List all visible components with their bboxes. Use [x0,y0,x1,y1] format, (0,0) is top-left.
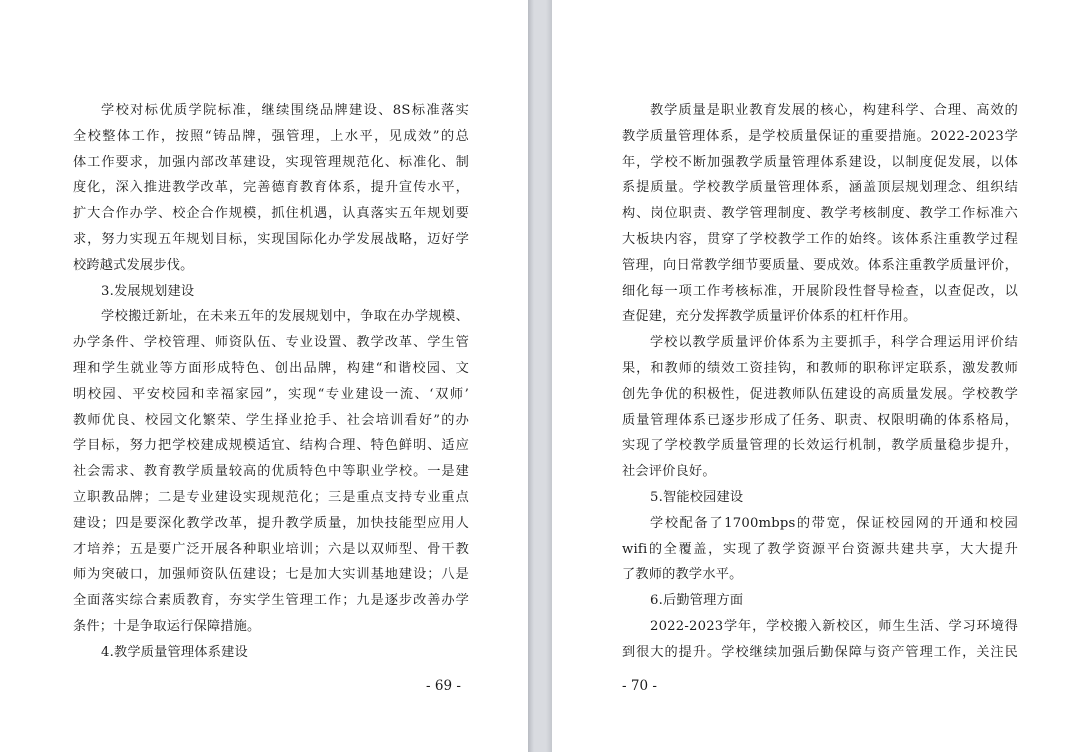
right-page-body [622,98,1018,666]
text-line: 社会需求、教育教学质量较高的优质特色中等职业学校。一是建 [73,464,469,480]
text-line: 了教师的教学水平。 [622,567,743,583]
text-line: 扩大合作办学、校企合作规模，抓住机遇，认真落实五年规划要 [73,206,469,222]
text-line: 质量管理体系已逐步形成了任务、职责、权限明确的体系格局， [622,412,1018,428]
text-line: 全校整体工作，按照“铸品牌，强管理，上水平，见成效”的总 [73,128,469,144]
text-line: 实现了学校教学质量管理的长效运行机制，教学质量稳步提升， [622,438,1018,454]
page-number: - 70 - [622,678,657,694]
text-line: 学校配备了1700mbps的带宽，保证校园网的开通和校园 [650,515,1018,531]
text-line: 社会评价良好。 [622,464,716,480]
text-line: 立职教品牌；二是专业建设实现规范化；三是重点支持专业重点 [73,489,469,505]
text-line: 2022-2023学年，学校搬入新校区，师生生活、学习环境得 [650,618,1018,634]
text-line: 明校园、平安校园和幸福家园”，实现“专业建设一流、‘双师’ [73,386,469,402]
left-page [0,0,528,752]
text-line: 构、岗位职责、教学管理制度、教学考核制度、教学工作标准六 [622,206,1018,222]
text-line: 6.后勤管理方面 [650,593,744,609]
text-line: 细化每一项工作考核标准，开展阶段性督导检查，以查促改，以 [622,283,1018,299]
text-line: wifi的全覆盖，实现了教学资源平台资源共建共享，大大提升 [622,541,1018,557]
text-line: 才培养；五是要广泛开展各种职业培训；六是以双师型、骨干教 [73,541,469,557]
text-line: 学校搬迁新址，在未来五年的发展规划中，争取在办学规模、 [101,309,469,325]
text-line: 管理，向日常教学细节要质量、要成效。体系注重教学质量评价， [622,257,1018,273]
text-line: 体工作要求，加强内部改革建设，实现管理规范化、标准化、制 [73,154,469,170]
text-line: 学校以教学质量评价体系为主要抓手，科学合理运用评价结 [650,335,1018,351]
text-line: 全面落实综合素质教育，夯实学生管理工作；九是逐步改善办学 [73,593,469,609]
text-line: 年，学校不断加强教学质量管理体系建设，以制度促发展，以体 [622,154,1018,170]
text-line: 教学质量管理体系，是学校质量保证的重要措施。2022-2023学 [622,128,1018,144]
text-line: 学目标，努力把学校建成规模适宜、结构合理、特色鲜明、适应 [73,438,469,454]
page-gutter [528,0,534,752]
text-line: 4.教学质量管理体系建设 [101,644,248,660]
text-line: 系提质量。学校教学质量管理体系，涵盖顶层规划理念、组织结 [622,180,1018,196]
text-line: 办学条件、学校管理、师资队伍、专业设置、教学改革、学生管 [73,335,469,351]
text-line: 条件；十是争取运行保障措施。 [73,618,261,634]
text-line: 求，努力实现五年规划目标，实现国际化办学发展战略，迈好学 [73,231,469,247]
text-line: 果，和教师的绩效工资挂钩，和教师的职称评定联系，激发教师 [622,360,1018,376]
text-line: 创先争优的积极性，促进教师队伍建设的高质量发展。学校教学 [622,386,1018,402]
text-line: 建设；四是要深化教学改革，提升教学质量，加快技能型应用人 [73,515,469,531]
page-number: - 69 - [426,678,461,694]
text-line: 5.智能校园建设 [650,489,744,505]
text-line: 大板块内容，贯穿了学校教学工作的始终。该体系注重教学过程 [622,231,1018,247]
text-line: 到很大的提升。学校继续加强后勤保障与资产管理工作，关注民 [622,644,1018,660]
text-line: 理和学生就业等方面形成特色、创出品牌，构建“和谐校园、文 [73,360,469,376]
text-line: 教学质量是职业教育发展的核心，构建科学、合理、高效的 [650,103,1018,118]
text-line: 教师优良、校园文化繁荣、学生择业抢手、社会培训看好”的办 [73,412,469,428]
text-line: 学校对标优质学院标准，继续围绕品牌建设、8S标准落实 [101,103,469,118]
right-page [552,0,1083,752]
text-line: 师为突破口，加强师资队伍建设；七是加大实训基地建设；八是 [73,567,469,583]
text-line: 校跨越式发展步伐。 [73,257,194,273]
left-page-body [73,98,469,666]
text-line: 查促建，充分发挥教学质量评价体系的杠杆作用。 [622,309,917,325]
text-line: 3.发展规划建设 [101,283,195,299]
text-line: 度化，深入推进教学改革，完善德育教育体系，提升宣传水平， [73,180,469,196]
